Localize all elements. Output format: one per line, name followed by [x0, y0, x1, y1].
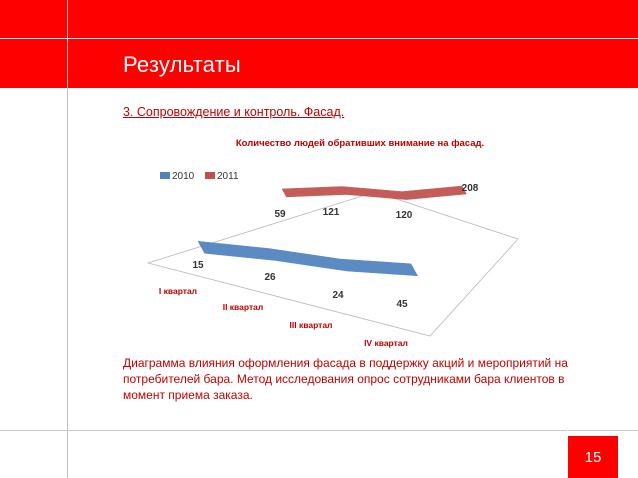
data-label-2011-q4: 208: [461, 183, 479, 194]
category-label-q2: II квартал: [222, 302, 264, 312]
slide-description: Диаграмма влияния оформления фасада в поддержку акций и мероприятий на потребителей бара. Метод исследования опрос сотрудниками бара клиентов в момент приема заказа.: [123, 356, 568, 402]
slide-title: Результаты: [123, 52, 241, 77]
category-label-q4: IV квартал: [364, 338, 408, 348]
data-label-2010-q1: 15: [192, 260, 204, 271]
data-label-2011-q1: 59: [274, 209, 286, 220]
data-label-2010-q4: 45: [396, 299, 408, 310]
legend-label-2011: 2011: [217, 171, 239, 182]
page-number: 15: [568, 436, 618, 478]
data-label-2011-q2: 121: [322, 207, 340, 218]
legend-swatch-2010: [160, 172, 170, 179]
data-label-2011-q3: 120: [395, 210, 413, 221]
category-label-q1: I квартал: [158, 286, 198, 296]
series-2011-ribbon: [282, 186, 466, 200]
legend-swatch-2011: [205, 172, 215, 179]
slide-subtitle: 3. Сопровождение и контроль. Фасад.: [123, 105, 345, 119]
chart-title: Количество людей обративших внимание на фасад.: [235, 138, 485, 149]
legend-label-2010: 2010: [172, 171, 195, 182]
category-label-q3: III квартал: [289, 320, 333, 330]
data-label-2010-q2: 26: [264, 272, 276, 283]
data-label-2010-q3: 24: [332, 290, 344, 301]
series-2010-ribbon: [198, 241, 418, 275]
